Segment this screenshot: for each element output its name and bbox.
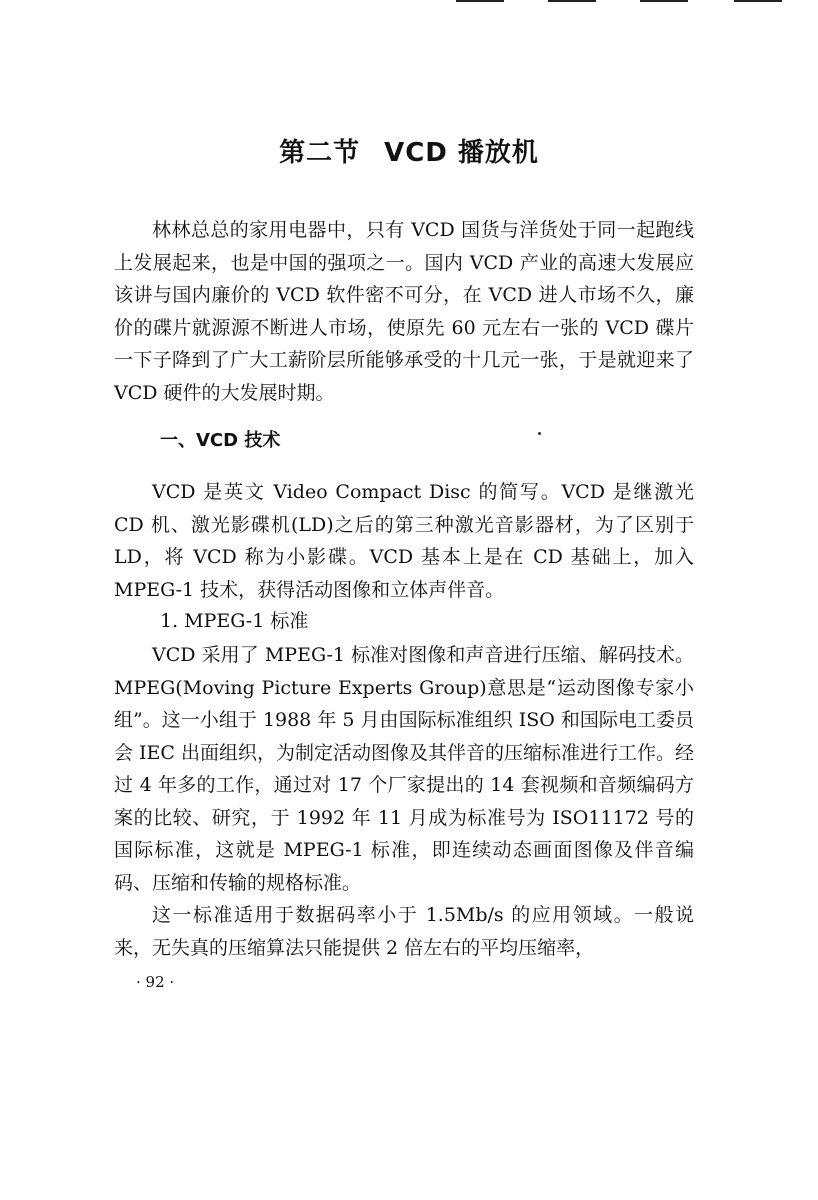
- top-rule-1: [456, 0, 504, 2]
- page-title-section: 第二节: [279, 138, 361, 168]
- mpeg-paragraph: VCD 采用了 MPEG-1 标准对图像和声音进行压缩、解码技术。MPEG(Moving Picture Experts Group)意思是“运动图像专家小组”。这一小组于 1988 年 5 月由国际标准组织 ISO 和国际电工委员会 IEC 出面组织，为制定活动图像及其伴音的压缩标准进行工作。经过 4 年多的工作，通过对 17 个厂家提出的 14 套视频和音频编码方案的比较、研究，于 1992 年 11 月成为标准号为 ISO11172 号的国际标准，这就是 MPEG-1 标准，即连续动态画面图像及伴音编码、压缩和传输的规格标准。: [114, 644, 694, 894]
- page-title: [0, 132, 818, 169]
- top-rule-2: [548, 0, 596, 2]
- section-heading: 一、VCD 技术: [160, 430, 281, 451]
- stray-mark: [538, 432, 541, 435]
- rate-paragraph: 这一标准适用于数据码率小于 1.5Mb/s 的应用领域。一般说来，无失真的压缩算法只能提供 2 倍左右的平均压缩率，: [114, 904, 694, 959]
- page-title-topic: VCD 播放机: [384, 138, 539, 168]
- intro-paragraph: 林林总总的家用电器中，只有 VCD 国货与洋货处于同一起跑线上发展起来，也是中国的强项之一。国内 VCD 产业的高速大发展应该讲与国内廉价的 VCD 软件密不可分，在 VCD 进人市场不久，廉价的碟片就源源不断进人市场，使原先 60 元左右一张的 VCD 碟片一下子降到了广大工薪阶层所能够承受的十几元一张，于是就迎来了 VCD 硬件的大发展时期。: [114, 219, 694, 404]
- subheading-mpeg1: 1. MPEG-1 标准: [160, 610, 309, 632]
- vcd-paragraph: VCD 是英文 Video Compact Disc 的简写。VCD 是继激光 CD 机、激光影碟机(LD)之后的第三种激光音影器材，为了区别于 LD，将 VCD 称为小影碟。VCD 基本上是在 CD 基础上，加入 MPEG-1 技术，获得活动图像和立体声伴音。: [114, 481, 694, 601]
- top-rule-4: [734, 0, 782, 2]
- top-rule-3: [640, 0, 688, 2]
- page-number: · 92 ·: [136, 973, 175, 991]
